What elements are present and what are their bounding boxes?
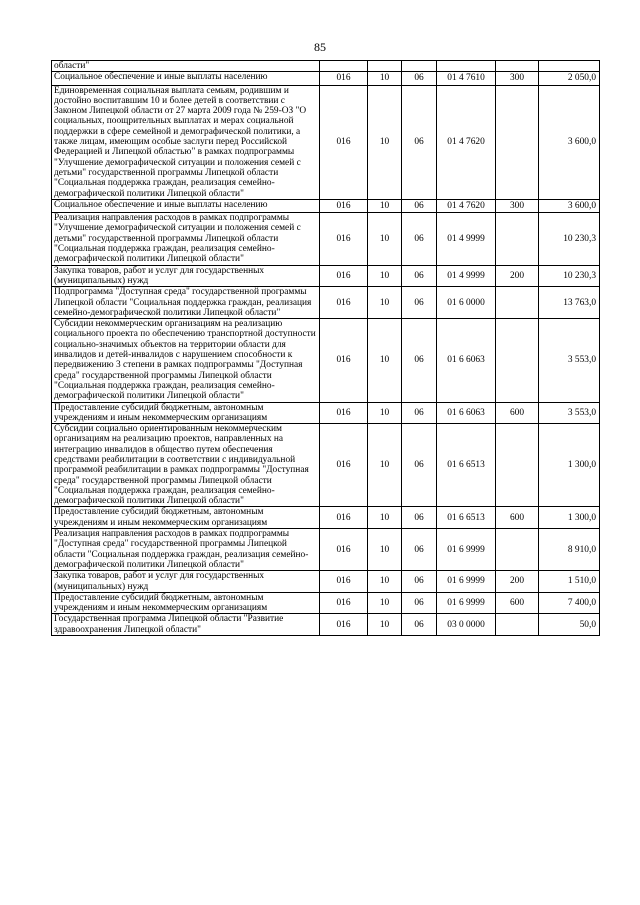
cell-amount: 3 600,0 [539, 199, 600, 212]
table-row [52, 571, 600, 593]
cell-amount: 3 553,0 [539, 402, 600, 424]
cell-section: 10 [368, 592, 402, 614]
budget-table [51, 60, 600, 636]
cell-admin-code: 016 [320, 265, 368, 287]
cell-section: 10 [368, 287, 402, 319]
cell-subsection [402, 61, 437, 72]
cell-admin-code: 016 [320, 402, 368, 424]
cell-subsection: 06 [402, 319, 437, 402]
table-row [52, 199, 600, 212]
cell-amount: 8 910,0 [539, 529, 600, 571]
cell-target-article [437, 61, 496, 72]
cell-expense-type: 200 [496, 265, 539, 287]
cell-name: Предоставление субсидий бюджетным, автономным учреждениям и иным некоммерческим организациям [52, 402, 320, 424]
cell-amount: 1 300,0 [539, 507, 600, 529]
cell-admin-code: 016 [320, 199, 368, 212]
cell-expense-type [496, 213, 539, 265]
table-row [52, 319, 600, 402]
cell-name: Субсидии некоммерческим организациям на реализацию социального проекта по обеспечению транспортной доступности социально-значимых объектов на территории области для инвалидов и детей-инвалидов с нарушением способности к передвижению 3 степени в рамках подпрограммы "Доступная среда" государственной программы Липецкой области "Социальная поддержка граждан, реализация семейно-демографической политики Липецкой области" [52, 319, 320, 402]
cell-expense-type [496, 287, 539, 319]
cell-target-article: 01 6 9999 [437, 571, 496, 593]
cell-expense-type [496, 85, 539, 199]
cell-name: области" [52, 61, 320, 72]
cell-target-article: 01 4 7620 [437, 85, 496, 199]
cell-name: Закупка товаров, работ и услуг для государственных (муниципальных) нужд [52, 265, 320, 287]
table-row [52, 529, 600, 571]
cell-expense-type [496, 61, 539, 72]
cell-target-article: 03 0 0000 [437, 614, 496, 636]
page-number: 85 [314, 40, 326, 54]
cell-subsection: 06 [402, 199, 437, 212]
cell-target-article: 01 6 6063 [437, 402, 496, 424]
cell-expense-type [496, 614, 539, 636]
cell-name: Подпрограмма "Доступная среда" государственной программы Липецкой области "Социальная поддержка граждан, реализация семейно-демографической политики Липецкой области" [52, 287, 320, 319]
cell-name: Социальное обеспечение и иные выплаты населению [52, 199, 320, 212]
cell-name: Субсидии социально ориентированным некоммерческим организациям на реализацию проектов, направленных на интеграцию инвалидов в общество путем обеспечения средствами реабилитации в соответствии с индивидуальной программой реабилитации в рамках подпрограммы "Доступная среда" государственной программы Липецкой области "Социальная поддержка граждан, реализация семейно-демографической политики Липецкой области" [52, 424, 320, 507]
cell-name: Закупка товаров, работ и услуг для государственных (муниципальных) нужд [52, 571, 320, 593]
cell-name: Предоставление субсидий бюджетным, автономным учреждениям и иным некоммерческим организациям [52, 592, 320, 614]
cell-amount: 10 230,3 [539, 213, 600, 265]
cell-amount: 2 050,0 [539, 72, 600, 85]
cell-expense-type [496, 319, 539, 402]
cell-section [368, 61, 402, 72]
budget-table-body [52, 61, 600, 636]
cell-section: 10 [368, 507, 402, 529]
cell-subsection: 06 [402, 614, 437, 636]
cell-admin-code: 016 [320, 85, 368, 199]
cell-name: Единовременная социальная выплата семьям, родившим и достойно воспитавшим 10 и более детей в соответствии с Законом Липецкой области от 27 марта 2009 года № 259-ОЗ "О социальных, поощрительных выплатах и мерах социальной поддержки в сфере семейной и демографической политики, а также лицам, имеющим особые заслуги перед Российской Федерацией и Липецкой областью" в рамках подпрограммы "Улучшение демографической ситуации и положения семей с детьми" государственной программы Липецкой области "Социальная поддержка граждан, реализация семейно-демографической политики Липецкой области" [52, 85, 320, 199]
cell-subsection: 06 [402, 287, 437, 319]
cell-subsection: 06 [402, 571, 437, 593]
table-row [52, 72, 600, 85]
cell-amount: 13 763,0 [539, 287, 600, 319]
cell-admin-code: 016 [320, 72, 368, 85]
table-row [52, 507, 600, 529]
cell-expense-type: 300 [496, 199, 539, 212]
cell-amount: 50,0 [539, 614, 600, 636]
cell-admin-code: 016 [320, 614, 368, 636]
cell-expense-type [496, 424, 539, 507]
cell-subsection: 06 [402, 592, 437, 614]
cell-target-article: 01 6 9999 [437, 529, 496, 571]
cell-section: 10 [368, 265, 402, 287]
cell-admin-code: 016 [320, 571, 368, 593]
cell-subsection: 06 [402, 85, 437, 199]
cell-expense-type: 600 [496, 592, 539, 614]
table-row [52, 265, 600, 287]
table-row [52, 85, 600, 199]
table-row [52, 614, 600, 636]
cell-expense-type [496, 529, 539, 571]
cell-subsection: 06 [402, 402, 437, 424]
cell-amount: 1 510,0 [539, 571, 600, 593]
cell-section: 10 [368, 213, 402, 265]
cell-section: 10 [368, 72, 402, 85]
cell-section: 10 [368, 85, 402, 199]
cell-amount: 3 553,0 [539, 319, 600, 402]
cell-subsection: 06 [402, 213, 437, 265]
cell-admin-code: 016 [320, 507, 368, 529]
cell-amount: 7 400,0 [539, 592, 600, 614]
cell-target-article: 01 4 7610 [437, 72, 496, 85]
cell-section: 10 [368, 614, 402, 636]
cell-admin-code: 016 [320, 287, 368, 319]
cell-target-article: 01 6 6513 [437, 424, 496, 507]
cell-admin-code: 016 [320, 592, 368, 614]
cell-subsection: 06 [402, 507, 437, 529]
cell-expense-type: 300 [496, 72, 539, 85]
cell-target-article: 01 6 6513 [437, 507, 496, 529]
cell-name: Предоставление субсидий бюджетным, автономным учреждениям и иным некоммерческим организациям [52, 507, 320, 529]
cell-name: Реализация направления расходов в рамках подпрограммы "Доступная среда" государственной программы Липецкой области "Социальная поддержка граждан, реализация семейно-демографической политики Липецкой области" [52, 529, 320, 571]
cell-expense-type: 600 [496, 402, 539, 424]
cell-admin-code: 016 [320, 424, 368, 507]
cell-section: 10 [368, 529, 402, 571]
cell-admin-code [320, 61, 368, 72]
cell-amount [539, 61, 600, 72]
table-row [52, 61, 600, 72]
cell-admin-code: 016 [320, 213, 368, 265]
cell-target-article: 01 4 9999 [437, 213, 496, 265]
cell-section: 10 [368, 402, 402, 424]
cell-target-article: 01 6 6063 [437, 319, 496, 402]
cell-section: 10 [368, 424, 402, 507]
cell-target-article: 01 6 0000 [437, 287, 496, 319]
cell-name: Государственная программа Липецкой области "Развитие здравоохранения Липецкой области" [52, 614, 320, 636]
table-row [52, 213, 600, 265]
cell-subsection: 06 [402, 529, 437, 571]
table-row [52, 287, 600, 319]
cell-expense-type: 200 [496, 571, 539, 593]
cell-subsection: 06 [402, 424, 437, 507]
cell-admin-code: 016 [320, 319, 368, 402]
cell-amount: 1 300,0 [539, 424, 600, 507]
table-row [52, 592, 600, 614]
cell-name: Реализация направления расходов в рамках подпрограммы "Улучшение демографической ситуации и положения семей с детьми" государственной программы Липецкой области "Социальная поддержка граждан, реализация семейно-демографической политики Липецкой области" [52, 213, 320, 265]
cell-amount: 3 600,0 [539, 85, 600, 199]
table-row [52, 402, 600, 424]
cell-amount: 10 230,3 [539, 265, 600, 287]
cell-expense-type: 600 [496, 507, 539, 529]
cell-subsection: 06 [402, 265, 437, 287]
cell-admin-code: 016 [320, 529, 368, 571]
cell-section: 10 [368, 571, 402, 593]
cell-target-article: 01 6 9999 [437, 592, 496, 614]
cell-section: 10 [368, 319, 402, 402]
cell-target-article: 01 4 7620 [437, 199, 496, 212]
cell-subsection: 06 [402, 72, 437, 85]
cell-section: 10 [368, 199, 402, 212]
cell-target-article: 01 4 9999 [437, 265, 496, 287]
table-row [52, 424, 600, 507]
cell-name: Социальное обеспечение и иные выплаты населению [52, 72, 320, 85]
